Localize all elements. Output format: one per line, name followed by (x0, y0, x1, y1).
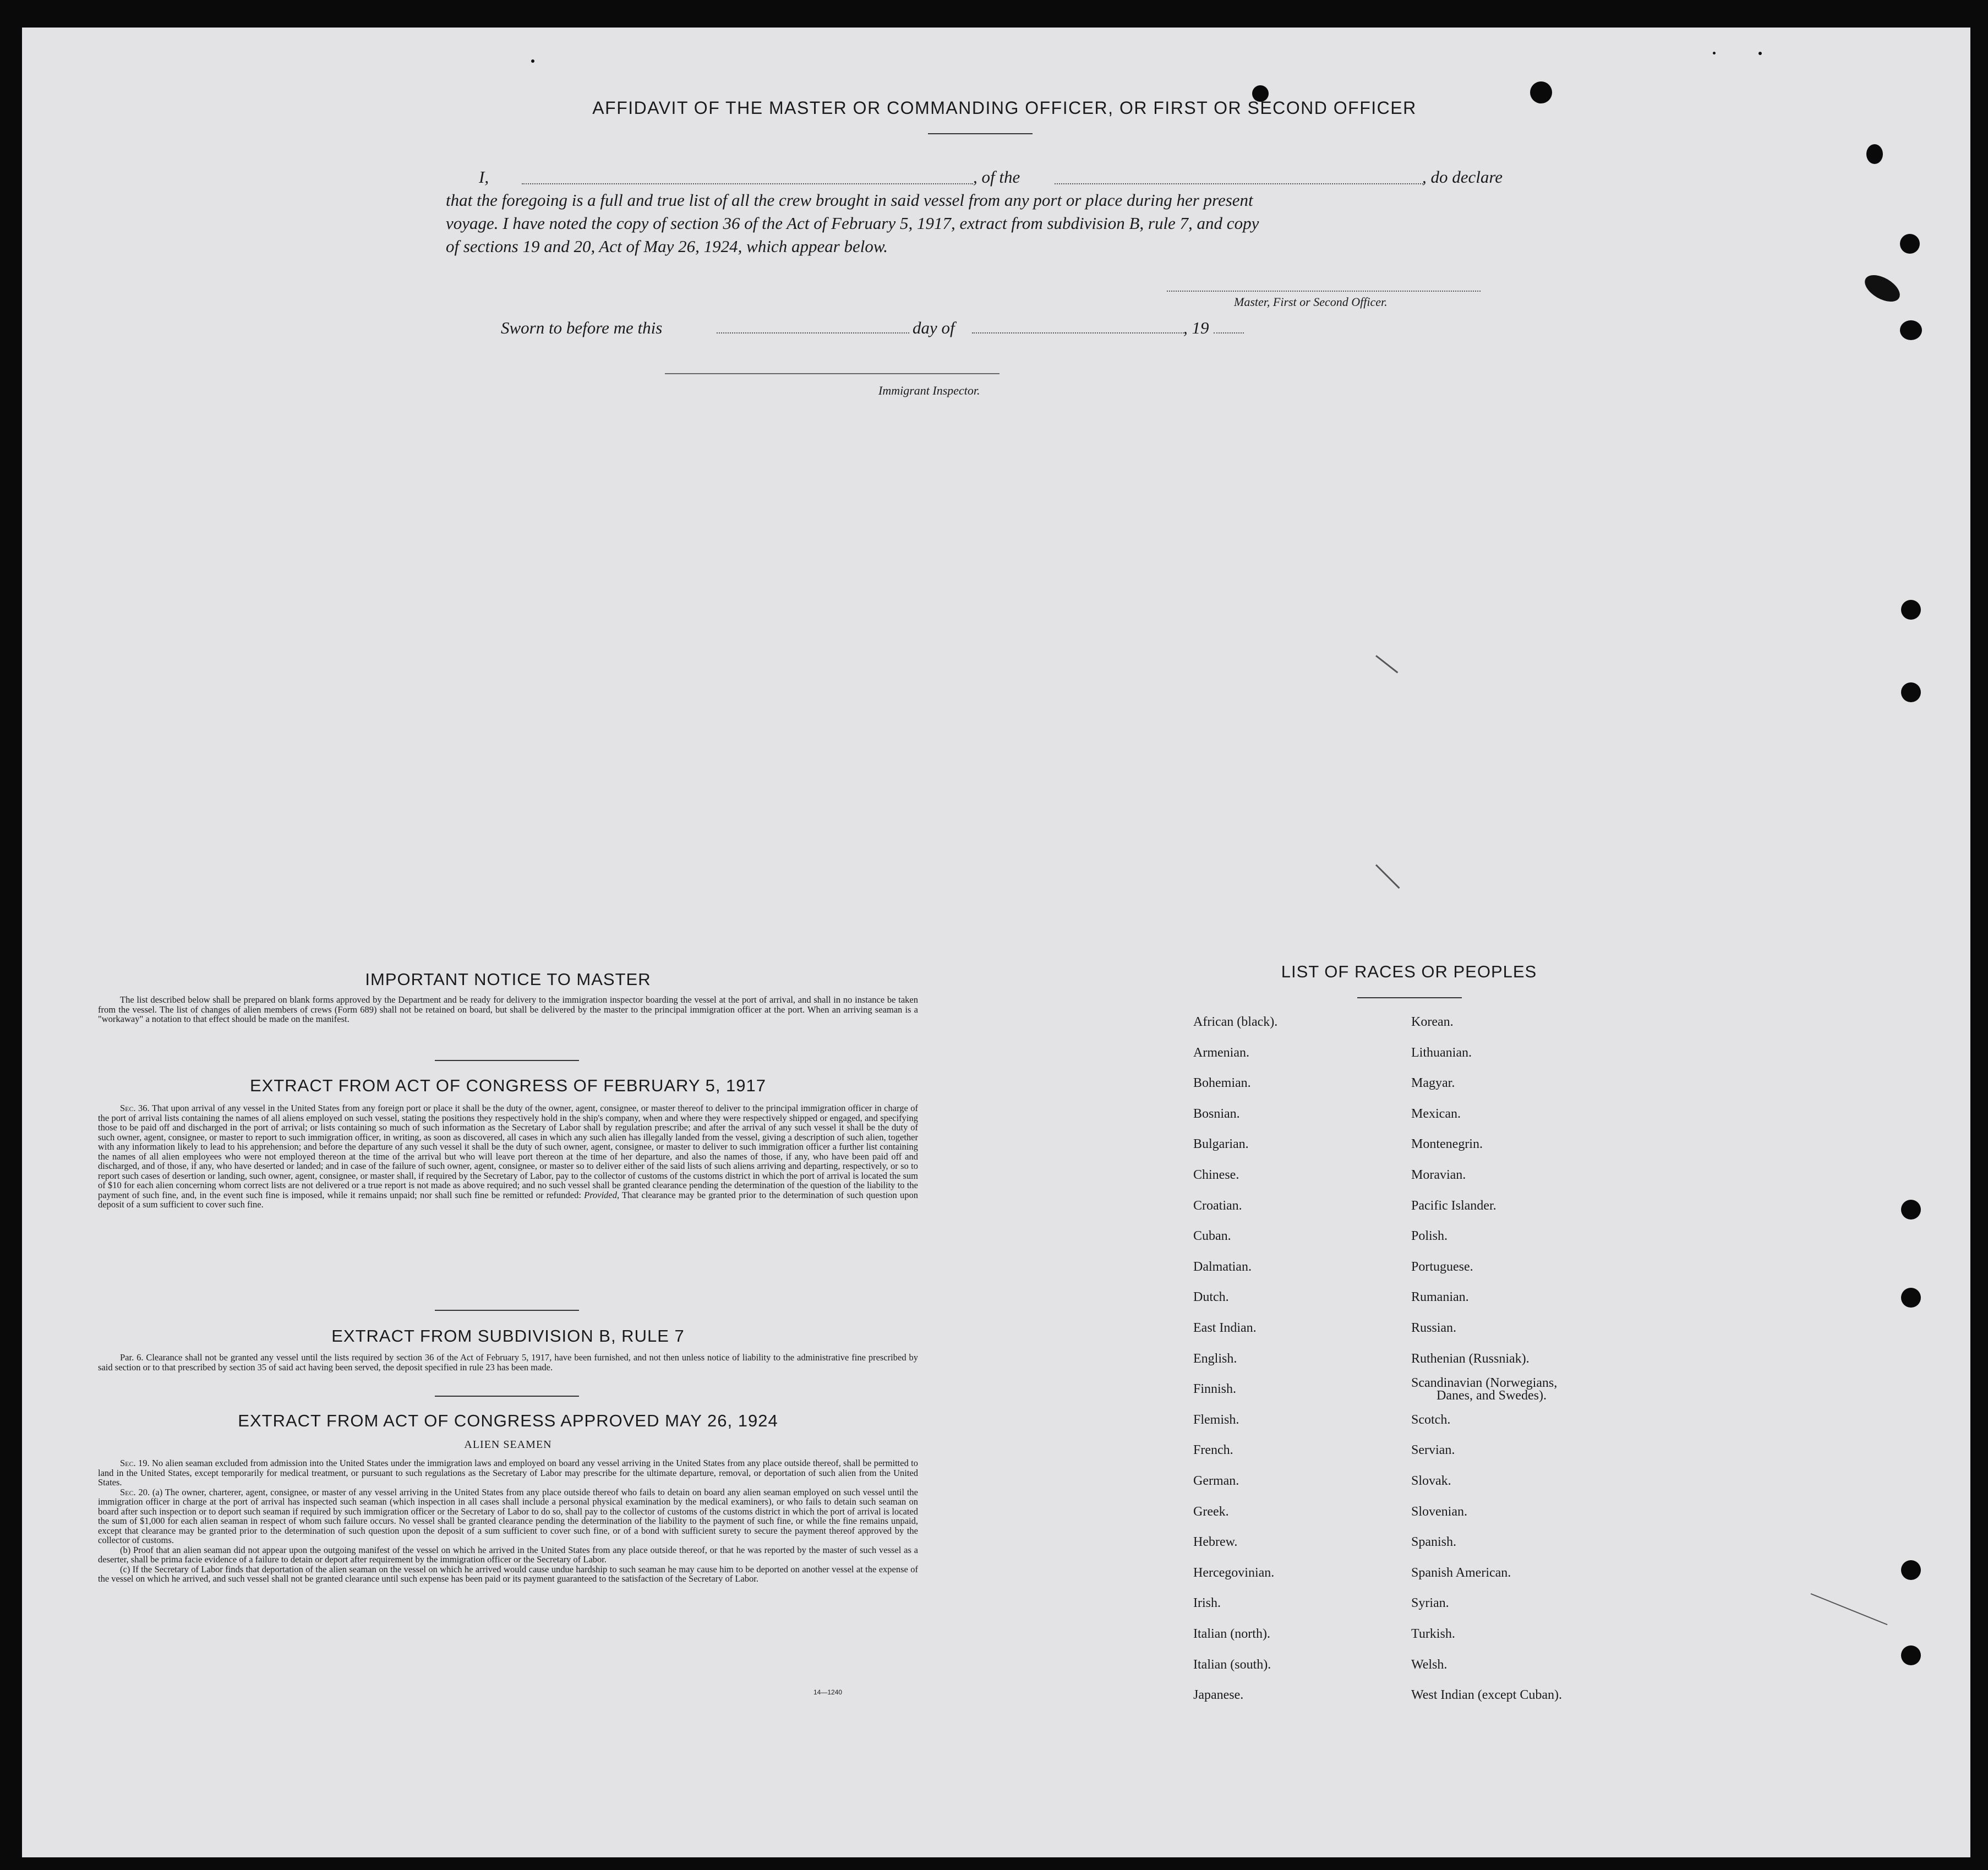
race-item: Ruthenian (Russniak). (1411, 1352, 1530, 1366)
extract-1917-body (98, 1103, 918, 1210)
section-label: Sec. 19. (120, 1458, 150, 1468)
notice-text: The list described below shall be prepared on blank forms approved by the Department and be ready for delivery to the immigration inspector boarding the vessel at the port of arrival, and shall in no instance be taken from the vessel. The list of changes of alien members of crews (Form 689) shall not be retained on board, but shall be delivered by the master to the principal immigration officer at the port. When an arriving seaman is a "workaway" a notation to that effect should be made on the manifest. (98, 994, 918, 1024)
master-signature-label: Master, First or Second Officer. (1234, 295, 1388, 309)
punch-hole (1866, 144, 1883, 164)
races-title: LIST OF RACES OR PEOPLES (1281, 962, 1537, 981)
punch-hole (1900, 320, 1922, 340)
sworn-month-field[interactable] (972, 332, 1184, 333)
race-item: Hercegovinian. (1193, 1566, 1275, 1580)
of-the-label: , of the (973, 167, 1020, 187)
race-item: Welsh. (1411, 1658, 1448, 1672)
race-item: Dutch. (1193, 1290, 1229, 1304)
race-item: Armenian. (1193, 1046, 1249, 1060)
punch-hole (1900, 234, 1920, 254)
punch-hole (1901, 1288, 1921, 1308)
ink-speck (1713, 52, 1716, 54)
race-item: Bosnian. (1193, 1107, 1240, 1121)
section-20b-text: (b) Proof that an alien seaman did not appear upon the outgoing manifest of the vessel on which he arrived in the United States from any place outside thereof, or that he was reported by the master of such vessel as a deserter, shall be prima facie evidence of a failure to detain or deport after requirement by the immigration officer or the Secretary of Labor. (98, 1544, 918, 1565)
punch-hole (1901, 1645, 1921, 1665)
race-item: Japanese. (1193, 1688, 1244, 1702)
race-item: Greek. (1193, 1505, 1229, 1519)
race-item: Rumanian. (1411, 1290, 1469, 1304)
declaration-prefix: I, (479, 167, 489, 187)
races-divider (1357, 997, 1462, 998)
rule7-text: Par. 6. Clearance shall not be granted any vessel until the lists required by section 36 of the Act of February 5, 1917, have been furnished, and not then unless notice of liability to the administrative fine prescribed by said section or to that prescribed by section 35 of said act having been served, the deposit specified in rule 23 has been made. (98, 1352, 918, 1373)
extract-1917-title: EXTRACT FROM ACT OF CONGRESS OF FEBRUARY 5, 1917 (249, 1076, 767, 1095)
section-20a-text: (a) The owner, charterer, agent, consignee, or master of any vessel arriving in the United States from any place outside thereof who fails to detain on board any alien seaman employed on such vessel until the immigration officer in charge at the port of arrival has inspected such seaman (which inspection in all cases shall include a personal physical examination by the medical examiners), or who fails to detain such seaman on board after such inspection or to deport such seaman if required by such immigration officer or the Secretary of Labor to do so, shall pay to the collector of customs of the customs district in which the port of arrival is located the sum of $1,000 for each alien seaman in respect of whom such failure occurs. No vessel shall be granted clearance pending the determination of the liability to the payment of such fine, or while the fine remains unpaid, except that clearance may be granted prior to the determination of such question upon the deposit of a sum sufficient to cover such fine, or of a bond with sufficient surety to secure the payment thereof approved by the collector of customs. (98, 1486, 918, 1545)
race-item: Spanish. (1411, 1535, 1457, 1549)
race-item: Mexican. (1411, 1107, 1461, 1121)
race-item: Scotch. (1411, 1413, 1451, 1427)
race-item: Croatian. (1193, 1199, 1242, 1213)
alien-seamen-subtitle: ALIEN SEAMEN (464, 1439, 552, 1451)
title-divider (928, 133, 1033, 134)
race-item: Dalmatian. (1193, 1260, 1252, 1274)
ink-speck (531, 59, 534, 63)
section-divider (435, 1060, 579, 1061)
race-item: Flemish. (1193, 1413, 1239, 1427)
section-20c-text: (c) If the Secretary of Labor finds that deportation of the alien seaman on the vessel on which he arrived would cause undue hardship to such seaman he may cause him to be deported on another vessel at the expense of the vessel on which he arrived, and such vessel shall not be granted clearance until such expense has been paid or its payment guaranteed to the satisfaction of the Secretary of Labor. (98, 1563, 918, 1584)
race-item: Finnish. (1193, 1382, 1237, 1396)
punch-hole (1901, 682, 1921, 702)
race-item: Bohemian. (1193, 1076, 1251, 1090)
race-item: Hebrew. (1193, 1535, 1238, 1549)
year-label: , 19 (1183, 318, 1209, 337)
race-item: Polish. (1411, 1229, 1448, 1243)
extract-rule7-body (98, 1353, 918, 1372)
affidavit-title: AFFIDAVIT OF THE MASTER OR COMMANDING OFFICER, OR FIRST OR SECOND OFFICER (592, 98, 1417, 118)
race-item: French. (1193, 1443, 1233, 1457)
master-signature-field[interactable] (1167, 291, 1481, 292)
punch-hole (1901, 600, 1921, 620)
race-item: Scandinavian (Norwegians, (1411, 1376, 1558, 1390)
section-19-text: No alien seaman excluded from admission into the United States under the immigration laws and employed on board any vessel arriving in the United States from any place outside thereof, shall be permitted to land in the United States, except temporarily for medical treatment, or pursuant to such regulations as the Secretary of Labor may prescribe for the ultimate departure, removal, or deportation of such alien from the United States. (98, 1458, 919, 1488)
section-label: Sec. 20. (120, 1486, 150, 1497)
extract-1924-title: EXTRACT FROM ACT OF CONGRESS APPROVED MAY 26, 1924 (238, 1411, 778, 1430)
notice-body (98, 995, 918, 1024)
sworn-day-field[interactable] (717, 332, 909, 333)
declaration-line-4: of sections 19 and 20, Act of May 26, 1924, which appear below. (446, 237, 888, 256)
race-item: Cuban. (1193, 1229, 1231, 1243)
extract-1924-body (98, 1458, 918, 1584)
section-36-text: That upon arrival of any vessel in the United States from any foreign port or place it shall be the duty of the owner, agent, consignee, or master thereof to deliver to the principal immigration officer in charge of the port of arrival lists containing the names of all aliens employed on such vessel, stating the positions they respectively hold in the ship's company, when and where they were respectively shipped or engaged, and specifying those to be paid off and discharged in the port of arrival; or lists containing so much of such information as the Secretary of Labor shall by regulation prescribe; and after the arrival of any such vessel it shall be the duty of such owner, agent, consignee, or master to report to such immigration officer, in writing, as soon as discovered, all cases in which any such alien has illegally landed from the vessel, giving a description of such alien, together with any information likely to lead to his apprehension; and before the departure of any such vessel it shall be the duty of such owner, agent, consignee, or master to deliver to such immigration officer a further list containing the names of all alien employees who were not employed thereon at the time of the arrival but who will leave port thereon at the time of her departure, and also the names of those, if any, who have been paid off and discharged, and of those, if any, who have deserted or landed; and in case of the failure of such owner, agent, consignee, or master so to deliver either of the said lists of such aliens arriving and departing, respectively, or so to report such cases of desertion or landing, such owner, agent, consignee, or master shall, if required by the Secretary of Labor, pay to the collector of customs of the customs district in which the port of arrival is located the sum of $10 for each alien concerning whom correct lists are not delivered or a true report is not made as above required; and no such vessel shall be granted clearance pending the determination of the question of the liability to the payment of such fine, and, in the event such fine is imposed, while it remains unpaid; nor shall such fine be remitted or refunded: (98, 1103, 919, 1200)
race-item: Montenegrin. (1411, 1137, 1483, 1151)
proviso-label: Provided, (584, 1189, 620, 1200)
race-item: Italian (north). (1193, 1627, 1270, 1641)
race-item: Italian (south). (1193, 1658, 1271, 1672)
extract-rule7-title: EXTRACT FROM SUBDIVISION B, RULE 7 (331, 1326, 685, 1346)
race-item: Chinese. (1193, 1168, 1239, 1182)
race-item: Danes, and Swedes). (1437, 1388, 1547, 1403)
race-item: Syrian. (1411, 1596, 1449, 1610)
punch-hole (1901, 1200, 1921, 1220)
do-declare-label: , do declare (1422, 167, 1503, 187)
ink-speck (1758, 52, 1762, 55)
race-item: Portuguese. (1411, 1260, 1473, 1274)
inspector-signature-field[interactable] (665, 373, 1000, 374)
race-item: Moravian. (1411, 1168, 1466, 1182)
race-item: Slovenian. (1411, 1505, 1467, 1519)
proviso-text: That clearance may be granted prior to the determination of such question upon deposit of a sum sufficient to cover such fine. (98, 1189, 918, 1210)
race-item: Spanish American. (1411, 1566, 1511, 1580)
race-item: English. (1193, 1352, 1237, 1366)
race-item: Slovak. (1411, 1474, 1451, 1488)
race-item: Russian. (1411, 1321, 1457, 1335)
declaration-line-3: voyage. I have noted the copy of section 36 of the Act of February 5, 1917, extract from subdivision B, rule 7, and copy (446, 214, 1259, 233)
race-item: Bulgarian. (1193, 1137, 1249, 1151)
inspector-signature-label: Immigrant Inspector. (878, 384, 980, 397)
race-item: Lithuanian. (1411, 1046, 1472, 1060)
punch-hole (1901, 1560, 1921, 1580)
form-number: 14—1240 (813, 1688, 843, 1696)
notice-title: IMPORTANT NOTICE TO MASTER (365, 970, 651, 989)
sworn-label: Sworn to before me this (501, 318, 663, 337)
race-item: Turkish. (1411, 1627, 1455, 1641)
race-item: Irish. (1193, 1596, 1221, 1610)
name-field[interactable] (522, 183, 973, 184)
race-item: Magyar. (1411, 1076, 1455, 1090)
vessel-field[interactable] (1055, 183, 1423, 184)
race-item: Servian. (1411, 1443, 1455, 1457)
sworn-year-field[interactable] (1214, 332, 1244, 333)
section-label: Sec. 36. (120, 1103, 150, 1113)
section-divider (435, 1310, 579, 1311)
race-item: West Indian (except Cuban). (1411, 1688, 1562, 1702)
race-item: East Indian. (1193, 1321, 1257, 1335)
section-divider (435, 1396, 579, 1397)
race-item: Korean. (1411, 1015, 1454, 1029)
race-item: African (black). (1193, 1015, 1278, 1029)
race-item: Pacific Islander. (1411, 1199, 1497, 1213)
declaration-line-2: that the foregoing is a full and true list of all the crew brought in said vessel from any port or place during her present (446, 190, 1253, 210)
race-item: German. (1193, 1474, 1239, 1488)
day-of-label: day of (913, 318, 955, 337)
